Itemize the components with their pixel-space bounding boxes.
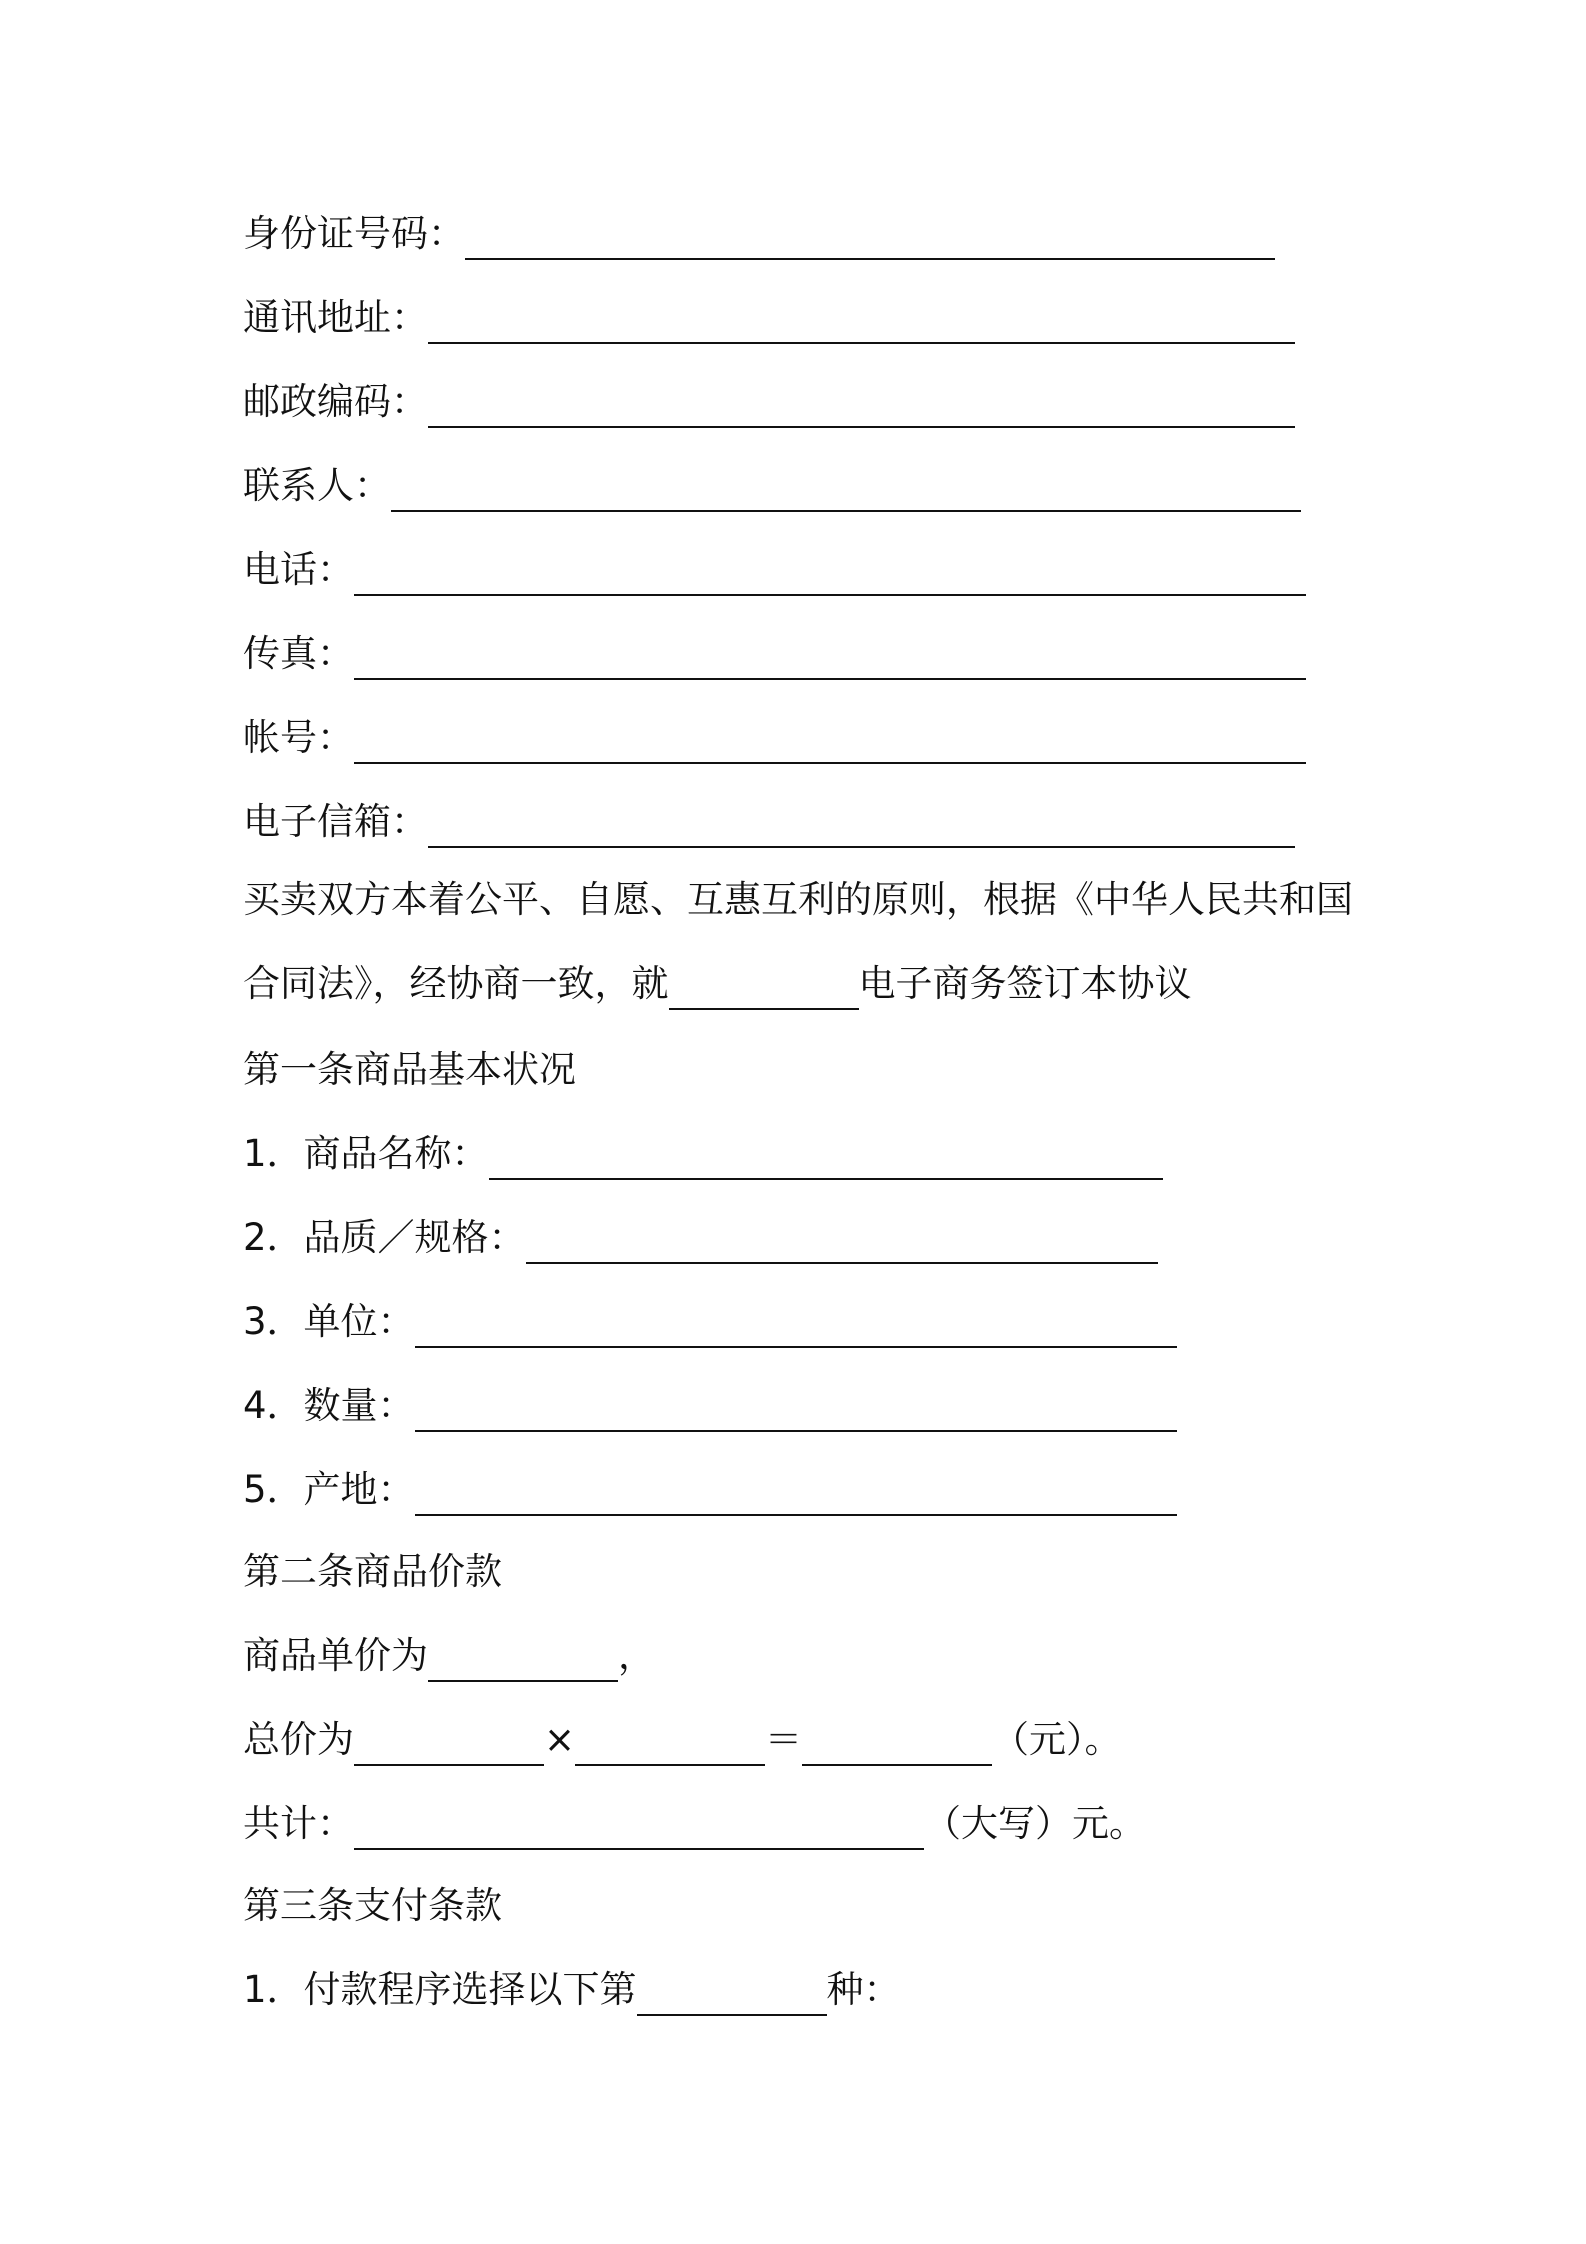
postal-code-row [243, 372, 1295, 432]
phone-blank[interactable] [354, 534, 1306, 596]
goods-name-label: 1．商品名称： [243, 1132, 489, 1175]
email-label: 电子信箱： [243, 800, 428, 843]
preamble-line-2 [243, 954, 1192, 1014]
unit-price-row [243, 1626, 655, 1686]
address-label: 通讯地址： [243, 296, 428, 339]
preamble-text-1: 买卖双方本着公平、自愿、互惠互利的原则，根据《中华人民共和国 [243, 878, 1353, 921]
article-3-heading: 第三条支付条款 [243, 1884, 502, 1927]
unit-price-suffix: ， [618, 1634, 655, 1677]
payment-procedure-row [243, 1960, 901, 2020]
unit-blank[interactable] [415, 1286, 1177, 1348]
equals-sign: ＝ [765, 1718, 803, 1761]
quality-spec-label: 2．品质／规格： [243, 1216, 526, 1259]
total-factor-2-blank[interactable] [575, 1704, 765, 1766]
id-number-blank[interactable] [465, 198, 1275, 260]
contact-person-label: 联系人： [243, 464, 391, 507]
article-1-heading-row [243, 1040, 576, 1100]
sum-uppercase-blank[interactable] [354, 1788, 924, 1850]
email-blank[interactable] [428, 786, 1295, 848]
contact-person-row [243, 456, 1301, 516]
times-sign: × [544, 1718, 576, 1761]
sum-suffix: （大写）元。 [924, 1802, 1146, 1845]
quantity-label: 4．数量： [243, 1384, 415, 1427]
address-row [243, 288, 1295, 348]
postal-code-label: 邮政编码： [243, 380, 428, 423]
origin-label: 5．产地： [243, 1468, 415, 1511]
quality-spec-blank[interactable] [526, 1202, 1158, 1264]
total-price-row [243, 1710, 1122, 1770]
quantity-blank[interactable] [415, 1370, 1177, 1432]
unit-price-label: 商品单价为 [243, 1634, 428, 1677]
fax-label: 传真： [243, 632, 354, 675]
unit-row [243, 1292, 1177, 1352]
preamble-line-1 [243, 870, 1353, 930]
payment-procedure-label: 1．付款程序选择以下第 [243, 1968, 637, 2011]
article-1-heading: 第一条商品基本状况 [243, 1048, 576, 1091]
contact-person-blank[interactable] [391, 450, 1301, 512]
total-price-suffix: （元）。 [992, 1718, 1122, 1761]
origin-blank[interactable] [415, 1454, 1177, 1516]
sum-label: 共计： [243, 1802, 354, 1845]
payment-option-blank[interactable] [637, 1954, 827, 2016]
article-2-heading: 第二条商品价款 [243, 1550, 502, 1593]
total-factor-1-blank[interactable] [354, 1704, 544, 1766]
business-name-blank[interactable] [669, 948, 859, 1010]
postal-code-blank[interactable] [428, 366, 1295, 428]
unit-label: 3．单位： [243, 1300, 415, 1343]
sum-row [243, 1794, 1146, 1854]
total-price-label: 总价为 [243, 1718, 354, 1761]
article-2-heading-row [243, 1542, 502, 1602]
phone-label: 电话： [243, 548, 354, 591]
phone-row [243, 540, 1306, 600]
payment-procedure-suffix: 种： [826, 1968, 901, 2011]
account-blank[interactable] [354, 702, 1306, 764]
preamble-text-2-prefix: 合同法》，经协商一致，就 [243, 962, 669, 1005]
account-row [243, 708, 1306, 768]
id-number-row [243, 204, 1275, 264]
origin-row [243, 1460, 1177, 1520]
quantity-row [243, 1376, 1177, 1436]
id-number-label: 身份证号码： [243, 212, 465, 255]
unit-price-blank[interactable] [428, 1620, 618, 1682]
preamble-text-2-suffix: 电子商务签订本协议 [858, 962, 1192, 1005]
fax-blank[interactable] [354, 618, 1306, 680]
fax-row [243, 624, 1306, 684]
article-3-heading-row [243, 1876, 502, 1936]
email-row [243, 792, 1295, 852]
quality-spec-row [243, 1208, 1158, 1268]
account-label: 帐号： [243, 716, 354, 759]
total-result-blank[interactable] [802, 1704, 992, 1766]
goods-name-blank[interactable] [489, 1118, 1163, 1180]
address-blank[interactable] [428, 282, 1295, 344]
goods-name-row [243, 1124, 1163, 1184]
